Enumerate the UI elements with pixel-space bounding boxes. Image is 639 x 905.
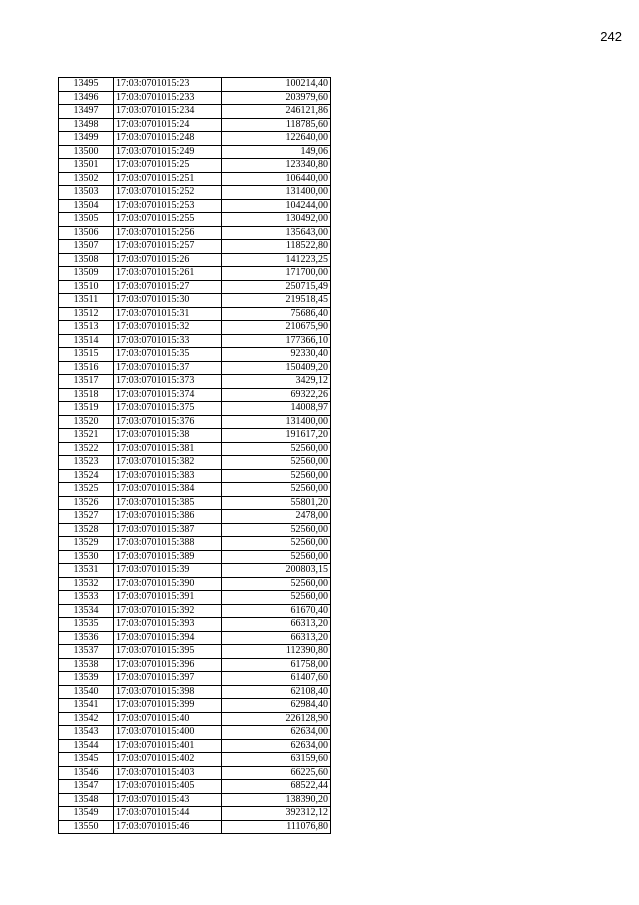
row-number-cell: 13517 <box>59 375 114 389</box>
cadastral-value-cell: 135643,00 <box>222 226 331 240</box>
cadastral-value-cell: 118785,60 <box>222 118 331 132</box>
table-row <box>59 294 331 308</box>
row-number-cell: 13550 <box>59 820 114 834</box>
table-row <box>59 712 331 726</box>
cadastral-number-cell: 17:03:0701015:396 <box>114 658 222 672</box>
table-row <box>59 132 331 146</box>
cadastral-number-cell: 17:03:0701015:38 <box>114 429 222 443</box>
table-row <box>59 280 331 294</box>
table-row <box>59 402 331 416</box>
table-row <box>59 159 331 173</box>
table-row <box>59 307 331 321</box>
table-row <box>59 240 331 254</box>
cadastral-value-cell: 61670,40 <box>222 604 331 618</box>
row-number-cell: 13529 <box>59 537 114 551</box>
cadastral-number-cell: 17:03:0701015:384 <box>114 483 222 497</box>
row-number-cell: 13539 <box>59 672 114 686</box>
row-number-cell: 13506 <box>59 226 114 240</box>
cadastral-value-cell: 3429,12 <box>222 375 331 389</box>
cadastral-value-cell: 66225,60 <box>222 766 331 780</box>
table-row <box>59 172 331 186</box>
cadastral-number-cell: 17:03:0701015:405 <box>114 780 222 794</box>
cadastral-number-cell: 17:03:0701015:32 <box>114 321 222 335</box>
row-number-cell: 13527 <box>59 510 114 524</box>
cadastral-number-cell: 17:03:0701015:383 <box>114 469 222 483</box>
cadastral-value-cell: 203979,60 <box>222 91 331 105</box>
table-row <box>59 510 331 524</box>
cadastral-number-cell: 17:03:0701015:35 <box>114 348 222 362</box>
table-row <box>59 348 331 362</box>
cadastral-number-cell: 17:03:0701015:251 <box>114 172 222 186</box>
cadastral-number-cell: 17:03:0701015:391 <box>114 591 222 605</box>
row-number-cell: 13535 <box>59 618 114 632</box>
row-number-cell: 13542 <box>59 712 114 726</box>
table-row <box>59 321 331 335</box>
row-number-cell: 13525 <box>59 483 114 497</box>
table-row <box>59 766 331 780</box>
row-number-cell: 13518 <box>59 388 114 402</box>
cadastral-value-cell: 122640,00 <box>222 132 331 146</box>
cadastral-number-cell: 17:03:0701015:252 <box>114 186 222 200</box>
cadastral-number-cell: 17:03:0701015:46 <box>114 820 222 834</box>
table-row <box>59 213 331 227</box>
row-number-cell: 13502 <box>59 172 114 186</box>
cadastral-number-cell: 17:03:0701015:389 <box>114 550 222 564</box>
cadastral-number-cell: 17:03:0701015:402 <box>114 753 222 767</box>
table-row <box>59 577 331 591</box>
table-row <box>59 334 331 348</box>
table-row <box>59 442 331 456</box>
cadastral-number-cell: 17:03:0701015:33 <box>114 334 222 348</box>
row-number-cell: 13499 <box>59 132 114 146</box>
table-body <box>59 78 331 834</box>
cadastral-value-cell: 171700,00 <box>222 267 331 281</box>
table-row <box>59 672 331 686</box>
row-number-cell: 13536 <box>59 631 114 645</box>
cadastral-value-cell: 226128,90 <box>222 712 331 726</box>
cadastral-number-cell: 17:03:0701015:27 <box>114 280 222 294</box>
row-number-cell: 13520 <box>59 415 114 429</box>
table-row <box>59 267 331 281</box>
table-row <box>59 550 331 564</box>
cadastral-value-cell: 106440,00 <box>222 172 331 186</box>
table-row <box>59 415 331 429</box>
table-row <box>59 145 331 159</box>
row-number-cell: 13513 <box>59 321 114 335</box>
cadastral-number-cell: 17:03:0701015:400 <box>114 726 222 740</box>
row-number-cell: 13507 <box>59 240 114 254</box>
row-number-cell: 13503 <box>59 186 114 200</box>
table-row <box>59 226 331 240</box>
cadastral-value-cell: 392312,12 <box>222 807 331 821</box>
row-number-cell: 13510 <box>59 280 114 294</box>
cadastral-number-cell: 17:03:0701015:26 <box>114 253 222 267</box>
cadastral-number-cell: 17:03:0701015:392 <box>114 604 222 618</box>
row-number-cell: 13524 <box>59 469 114 483</box>
cadastral-value-cell: 52560,00 <box>222 537 331 551</box>
row-number-cell: 13519 <box>59 402 114 416</box>
cadastral-number-cell: 17:03:0701015:30 <box>114 294 222 308</box>
cadastral-value-cell: 111076,80 <box>222 820 331 834</box>
table-row <box>59 496 331 510</box>
cadastral-value-cell: 219518,45 <box>222 294 331 308</box>
table-row <box>59 780 331 794</box>
cadastral-number-cell: 17:03:0701015:261 <box>114 267 222 281</box>
table-row <box>59 483 331 497</box>
cadastral-number-cell: 17:03:0701015:393 <box>114 618 222 632</box>
cadastral-number-cell: 17:03:0701015:395 <box>114 645 222 659</box>
cadastral-number-cell: 17:03:0701015:44 <box>114 807 222 821</box>
cadastral-number-cell: 17:03:0701015:31 <box>114 307 222 321</box>
row-number-cell: 13496 <box>59 91 114 105</box>
table-row <box>59 361 331 375</box>
cadastral-value-cell: 52560,00 <box>222 523 331 537</box>
cadastral-value-cell: 62984,40 <box>222 699 331 713</box>
cadastral-number-cell: 17:03:0701015:234 <box>114 105 222 119</box>
cadastral-number-cell: 17:03:0701015:397 <box>114 672 222 686</box>
cadastral-value-cell: 131400,00 <box>222 415 331 429</box>
cadastral-value-cell: 61758,00 <box>222 658 331 672</box>
cadastral-value-cell: 52560,00 <box>222 550 331 564</box>
table-row <box>59 753 331 767</box>
table-row <box>59 645 331 659</box>
cadastral-number-cell: 17:03:0701015:256 <box>114 226 222 240</box>
table-row <box>59 604 331 618</box>
cadastral-number-cell: 17:03:0701015:399 <box>114 699 222 713</box>
table-row <box>59 739 331 753</box>
cadastral-value-cell: 75686,40 <box>222 307 331 321</box>
row-number-cell: 13526 <box>59 496 114 510</box>
cadastral-number-cell: 17:03:0701015:381 <box>114 442 222 456</box>
cadastral-number-cell: 17:03:0701015:40 <box>114 712 222 726</box>
cadastral-number-cell: 17:03:0701015:398 <box>114 685 222 699</box>
cadastral-value-table <box>58 77 331 834</box>
row-number-cell: 13495 <box>59 78 114 92</box>
cadastral-number-cell: 17:03:0701015:374 <box>114 388 222 402</box>
cadastral-number-cell: 17:03:0701015:255 <box>114 213 222 227</box>
cadastral-number-cell: 17:03:0701015:387 <box>114 523 222 537</box>
cadastral-number-cell: 17:03:0701015:25 <box>114 159 222 173</box>
cadastral-number-cell: 17:03:0701015:253 <box>114 199 222 213</box>
cadastral-number-cell: 17:03:0701015:385 <box>114 496 222 510</box>
table-row <box>59 375 331 389</box>
cadastral-number-cell: 17:03:0701015:43 <box>114 793 222 807</box>
row-number-cell: 13497 <box>59 105 114 119</box>
row-number-cell: 13516 <box>59 361 114 375</box>
cadastral-number-cell: 17:03:0701015:23 <box>114 78 222 92</box>
cadastral-value-cell: 130492,00 <box>222 213 331 227</box>
row-number-cell: 13544 <box>59 739 114 753</box>
table-row <box>59 618 331 632</box>
cadastral-value-cell: 66313,20 <box>222 618 331 632</box>
row-number-cell: 13548 <box>59 793 114 807</box>
cadastral-value-cell: 246121,86 <box>222 105 331 119</box>
table-row <box>59 537 331 551</box>
cadastral-number-cell: 17:03:0701015:390 <box>114 577 222 591</box>
cadastral-number-cell: 17:03:0701015:257 <box>114 240 222 254</box>
row-number-cell: 13509 <box>59 267 114 281</box>
cadastral-value-cell: 2478,00 <box>222 510 331 524</box>
row-number-cell: 13511 <box>59 294 114 308</box>
cadastral-number-cell: 17:03:0701015:249 <box>114 145 222 159</box>
cadastral-number-cell: 17:03:0701015:388 <box>114 537 222 551</box>
cadastral-number-cell: 17:03:0701015:376 <box>114 415 222 429</box>
cadastral-value-cell: 63159,60 <box>222 753 331 767</box>
table-row <box>59 564 331 578</box>
cadastral-value-cell: 123340,80 <box>222 159 331 173</box>
table-row <box>59 456 331 470</box>
cadastral-value-cell: 112390,80 <box>222 645 331 659</box>
table-row <box>59 523 331 537</box>
row-number-cell: 13501 <box>59 159 114 173</box>
row-number-cell: 13549 <box>59 807 114 821</box>
cadastral-value-cell: 92330,40 <box>222 348 331 362</box>
row-number-cell: 13522 <box>59 442 114 456</box>
row-number-cell: 13530 <box>59 550 114 564</box>
row-number-cell: 13500 <box>59 145 114 159</box>
cadastral-value-cell: 100214,40 <box>222 78 331 92</box>
row-number-cell: 13532 <box>59 577 114 591</box>
cadastral-number-cell: 17:03:0701015:39 <box>114 564 222 578</box>
cadastral-value-cell: 52560,00 <box>222 442 331 456</box>
row-number-cell: 13531 <box>59 564 114 578</box>
row-number-cell: 13504 <box>59 199 114 213</box>
cadastral-value-cell: 14008,97 <box>222 402 331 416</box>
table-row <box>59 105 331 119</box>
cadastral-value-cell: 177366,10 <box>222 334 331 348</box>
cadastral-value-cell: 68522,44 <box>222 780 331 794</box>
cadastral-value-cell: 62634,00 <box>222 739 331 753</box>
table-row <box>59 253 331 267</box>
table-row <box>59 91 331 105</box>
row-number-cell: 13543 <box>59 726 114 740</box>
table-row <box>59 658 331 672</box>
row-number-cell: 13521 <box>59 429 114 443</box>
row-number-cell: 13498 <box>59 118 114 132</box>
cadastral-number-cell: 17:03:0701015:401 <box>114 739 222 753</box>
table-row <box>59 469 331 483</box>
cadastral-number-cell: 17:03:0701015:375 <box>114 402 222 416</box>
page-number: 242 <box>600 29 622 44</box>
cadastral-number-cell: 17:03:0701015:233 <box>114 91 222 105</box>
cadastral-value-cell: 52560,00 <box>222 469 331 483</box>
cadastral-number-cell: 17:03:0701015:382 <box>114 456 222 470</box>
table-row <box>59 388 331 402</box>
cadastral-number-cell: 17:03:0701015:24 <box>114 118 222 132</box>
row-number-cell: 13512 <box>59 307 114 321</box>
table-row <box>59 807 331 821</box>
row-number-cell: 13534 <box>59 604 114 618</box>
table-row <box>59 631 331 645</box>
cadastral-value-cell: 52560,00 <box>222 483 331 497</box>
row-number-cell: 13545 <box>59 753 114 767</box>
cadastral-value-cell: 52560,00 <box>222 456 331 470</box>
row-number-cell: 13528 <box>59 523 114 537</box>
cadastral-value-cell: 210675,90 <box>222 321 331 335</box>
row-number-cell: 13541 <box>59 699 114 713</box>
cadastral-number-cell: 17:03:0701015:403 <box>114 766 222 780</box>
cadastral-value-cell: 191617,20 <box>222 429 331 443</box>
row-number-cell: 13537 <box>59 645 114 659</box>
table-row <box>59 685 331 699</box>
cadastral-value-cell: 150409,20 <box>222 361 331 375</box>
table-row <box>59 793 331 807</box>
cadastral-value-cell: 62634,00 <box>222 726 331 740</box>
cadastral-value-cell: 131400,00 <box>222 186 331 200</box>
table-row <box>59 186 331 200</box>
cadastral-value-cell: 69322,26 <box>222 388 331 402</box>
cadastral-value-cell: 141223,25 <box>222 253 331 267</box>
row-number-cell: 13505 <box>59 213 114 227</box>
cadastral-number-cell: 17:03:0701015:386 <box>114 510 222 524</box>
cadastral-value-cell: 138390,20 <box>222 793 331 807</box>
cadastral-value-cell: 250715,49 <box>222 280 331 294</box>
row-number-cell: 13538 <box>59 658 114 672</box>
cadastral-value-cell: 66313,20 <box>222 631 331 645</box>
row-number-cell: 13540 <box>59 685 114 699</box>
table-row <box>59 78 331 92</box>
cadastral-value-cell: 61407,60 <box>222 672 331 686</box>
cadastral-value-cell: 149,06 <box>222 145 331 159</box>
row-number-cell: 13547 <box>59 780 114 794</box>
cadastral-value-cell: 55801,20 <box>222 496 331 510</box>
table-row <box>59 820 331 834</box>
row-number-cell: 13546 <box>59 766 114 780</box>
table-row <box>59 118 331 132</box>
cadastral-value-cell: 52560,00 <box>222 591 331 605</box>
cadastral-number-cell: 17:03:0701015:394 <box>114 631 222 645</box>
cadastral-value-cell: 104244,00 <box>222 199 331 213</box>
row-number-cell: 13514 <box>59 334 114 348</box>
table-row <box>59 726 331 740</box>
cadastral-value-cell: 200803,15 <box>222 564 331 578</box>
cadastral-number-cell: 17:03:0701015:37 <box>114 361 222 375</box>
cadastral-number-cell: 17:03:0701015:373 <box>114 375 222 389</box>
cadastral-value-cell: 62108,40 <box>222 685 331 699</box>
row-number-cell: 13523 <box>59 456 114 470</box>
row-number-cell: 13515 <box>59 348 114 362</box>
table-row <box>59 429 331 443</box>
table-row <box>59 199 331 213</box>
cadastral-value-cell: 118522,80 <box>222 240 331 254</box>
row-number-cell: 13533 <box>59 591 114 605</box>
table-row <box>59 591 331 605</box>
table-row <box>59 699 331 713</box>
row-number-cell: 13508 <box>59 253 114 267</box>
cadastral-number-cell: 17:03:0701015:248 <box>114 132 222 146</box>
cadastral-value-cell: 52560,00 <box>222 577 331 591</box>
